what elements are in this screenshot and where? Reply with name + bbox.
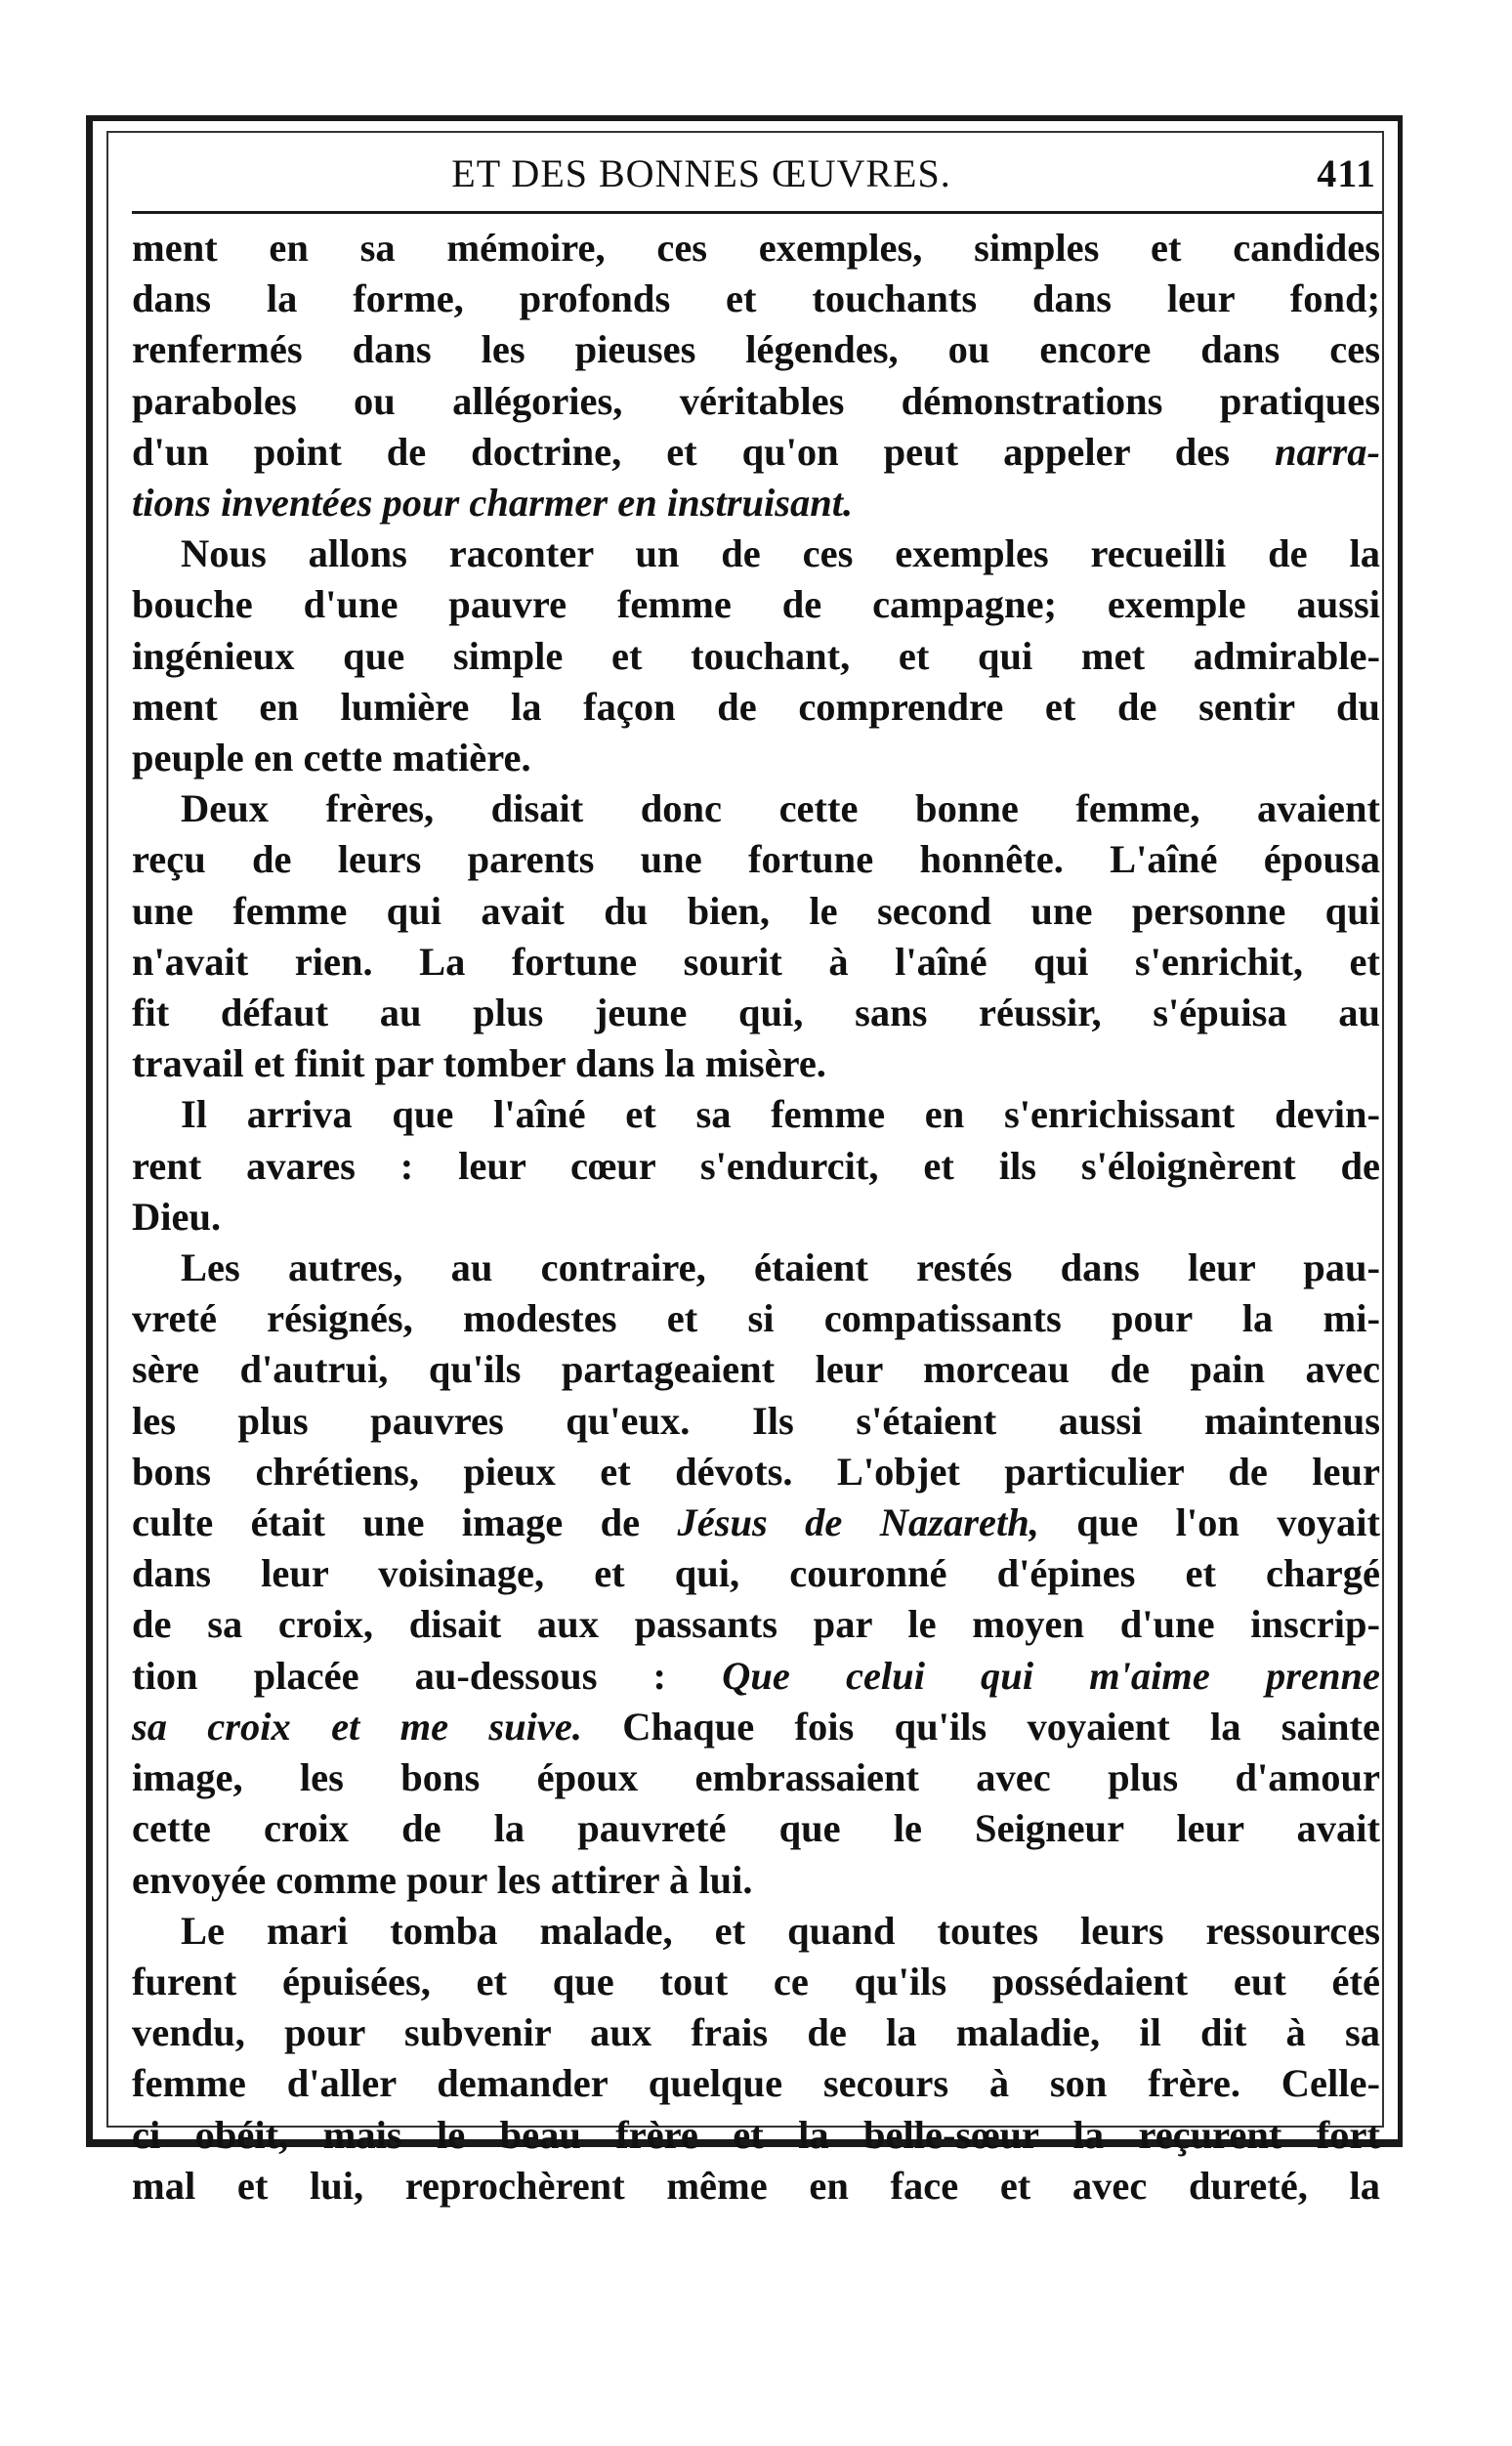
running-head [132, 150, 1378, 199]
page-border [86, 115, 1403, 2208]
text-line: bouche d'une pauvre femme de campagne; exemple aussi [132, 582, 1380, 627]
running-title: ET DES BONNES ŒUVRES. [451, 151, 951, 195]
text-line: reçu de leurs parents une fortune honnête. L'aîné épousa [132, 837, 1380, 882]
paragraph-first-line: Le mari tomba malade, et quand toutes leurs ressources [181, 1908, 1380, 1953]
text-line: dans la forme, profonds et touchants dans leur fond; [132, 276, 1380, 321]
page-number: 411 [1317, 151, 1376, 195]
text-line: dans leur voisinage, et qui, couronné d'épines et chargé [132, 1551, 1380, 1596]
text-line: de sa croix, disait aux passants par le moyen d'une inscrip- [132, 1602, 1380, 1647]
text-line: vendu, pour subvenir aux frais de la maladie, il dit à sa [132, 2010, 1380, 2055]
text-line: paraboles ou allégories, véritables démonstrations pratiques [132, 378, 1380, 423]
italic-segment: Que celui qui m'aime prenne [722, 1653, 1380, 1698]
italic-segment: narra- [1274, 429, 1380, 474]
text-segment: tion placée au-dessous : [132, 1653, 667, 1698]
text-line: furent épuisées, et que tout ce qu'ils possédaient eut été [132, 1959, 1380, 2003]
text-line: Dieu. [132, 1194, 222, 1239]
text-line: travail et finit par tomber dans la misère. [132, 1041, 826, 1086]
text-line: bons chrétiens, pieux et dévots. L'objet particulier de leur [132, 1449, 1380, 1494]
text-line: sère d'autrui, qu'ils partageaient leur morceau de pain avec [132, 1347, 1380, 1392]
text-line: renfermés dans les pieuses légendes, ou encore dans ces [132, 327, 1380, 372]
text-line: rent avares : leur cœur s'endurcit, et ils s'éloignèrent de [132, 1143, 1380, 1188]
text-segment: que l'on voyait [1076, 1500, 1381, 1545]
text-line: ingénieux que simple et touchant, et qui met admirable- [132, 633, 1380, 678]
text-line: n'avait rien. La fortune sourit à l'aîné qui s'enrichit, et [132, 939, 1380, 984]
text-line: mal et lui, reprochèrent même en face et avec dureté, la [132, 2163, 1380, 2208]
text-line: envoyée comme pour les attirer à lui. [132, 1857, 753, 1902]
paragraph-first-line: Les autres, au contraire, étaient restés dans leur pau- [181, 1245, 1380, 1290]
text-line: vreté résignés, modestes et si compatissants pour la mi- [132, 1296, 1380, 1341]
text-line [132, 1497, 1380, 1548]
text-line: une femme qui avait du bien, le second une personne qui [132, 888, 1380, 933]
text-line: image, les bons époux embrassaient avec plus d'amour [132, 1755, 1380, 1800]
italic-segment: Jésus de Nazareth, [677, 1500, 1039, 1545]
text-line: fit défaut au plus jeune qui, sans réussir, s'épuisa au [132, 991, 1380, 1035]
text-segment: d'un point de doctrine, et qu'on peut appeler des [132, 429, 1231, 474]
text-line [132, 427, 1380, 478]
paragraph-first-line: Il arriva que l'aîné et sa femme en s'enrichissant devin- [181, 1092, 1380, 1137]
text-line: ment en sa mémoire, ces exemples, simples et candides [132, 226, 1380, 270]
text-line: ment en lumière la façon de comprendre et de sentir du [132, 684, 1380, 729]
text-segment: Chaque fois qu'ils voyaient la sainte [622, 1704, 1380, 1749]
text-line: femme d'aller demander quelque secours à son frère. Celle- [132, 2061, 1380, 2106]
text-line [132, 1651, 1380, 1702]
body-text [132, 223, 1380, 2212]
paragraph-first-line: Nous allons raconter un de ces exemples recueilli de la [181, 531, 1380, 576]
italic-segment: sa croix et me suive. [132, 1704, 582, 1749]
text-line: ci obéit, mais le beau frère et la belle-sœur la reçurent fort [132, 2112, 1380, 2157]
text-line: cette croix de la pauvreté que le Seigneur leur avait [132, 1806, 1380, 1851]
text-segment: culte était une image de [132, 1500, 641, 1545]
text-line: tions inventées pour charmer en instruisant. [132, 481, 854, 526]
text-line: peuple en cette matière. [132, 736, 531, 780]
paragraph-first-line: Deux frères, disait donc cette bonne femme, avaient [181, 786, 1380, 831]
text-line [132, 1702, 1380, 1752]
text-line: les plus pauvres qu'eux. Ils s'étaient aussi maintenus [132, 1398, 1380, 1443]
header-rule [132, 211, 1382, 214]
